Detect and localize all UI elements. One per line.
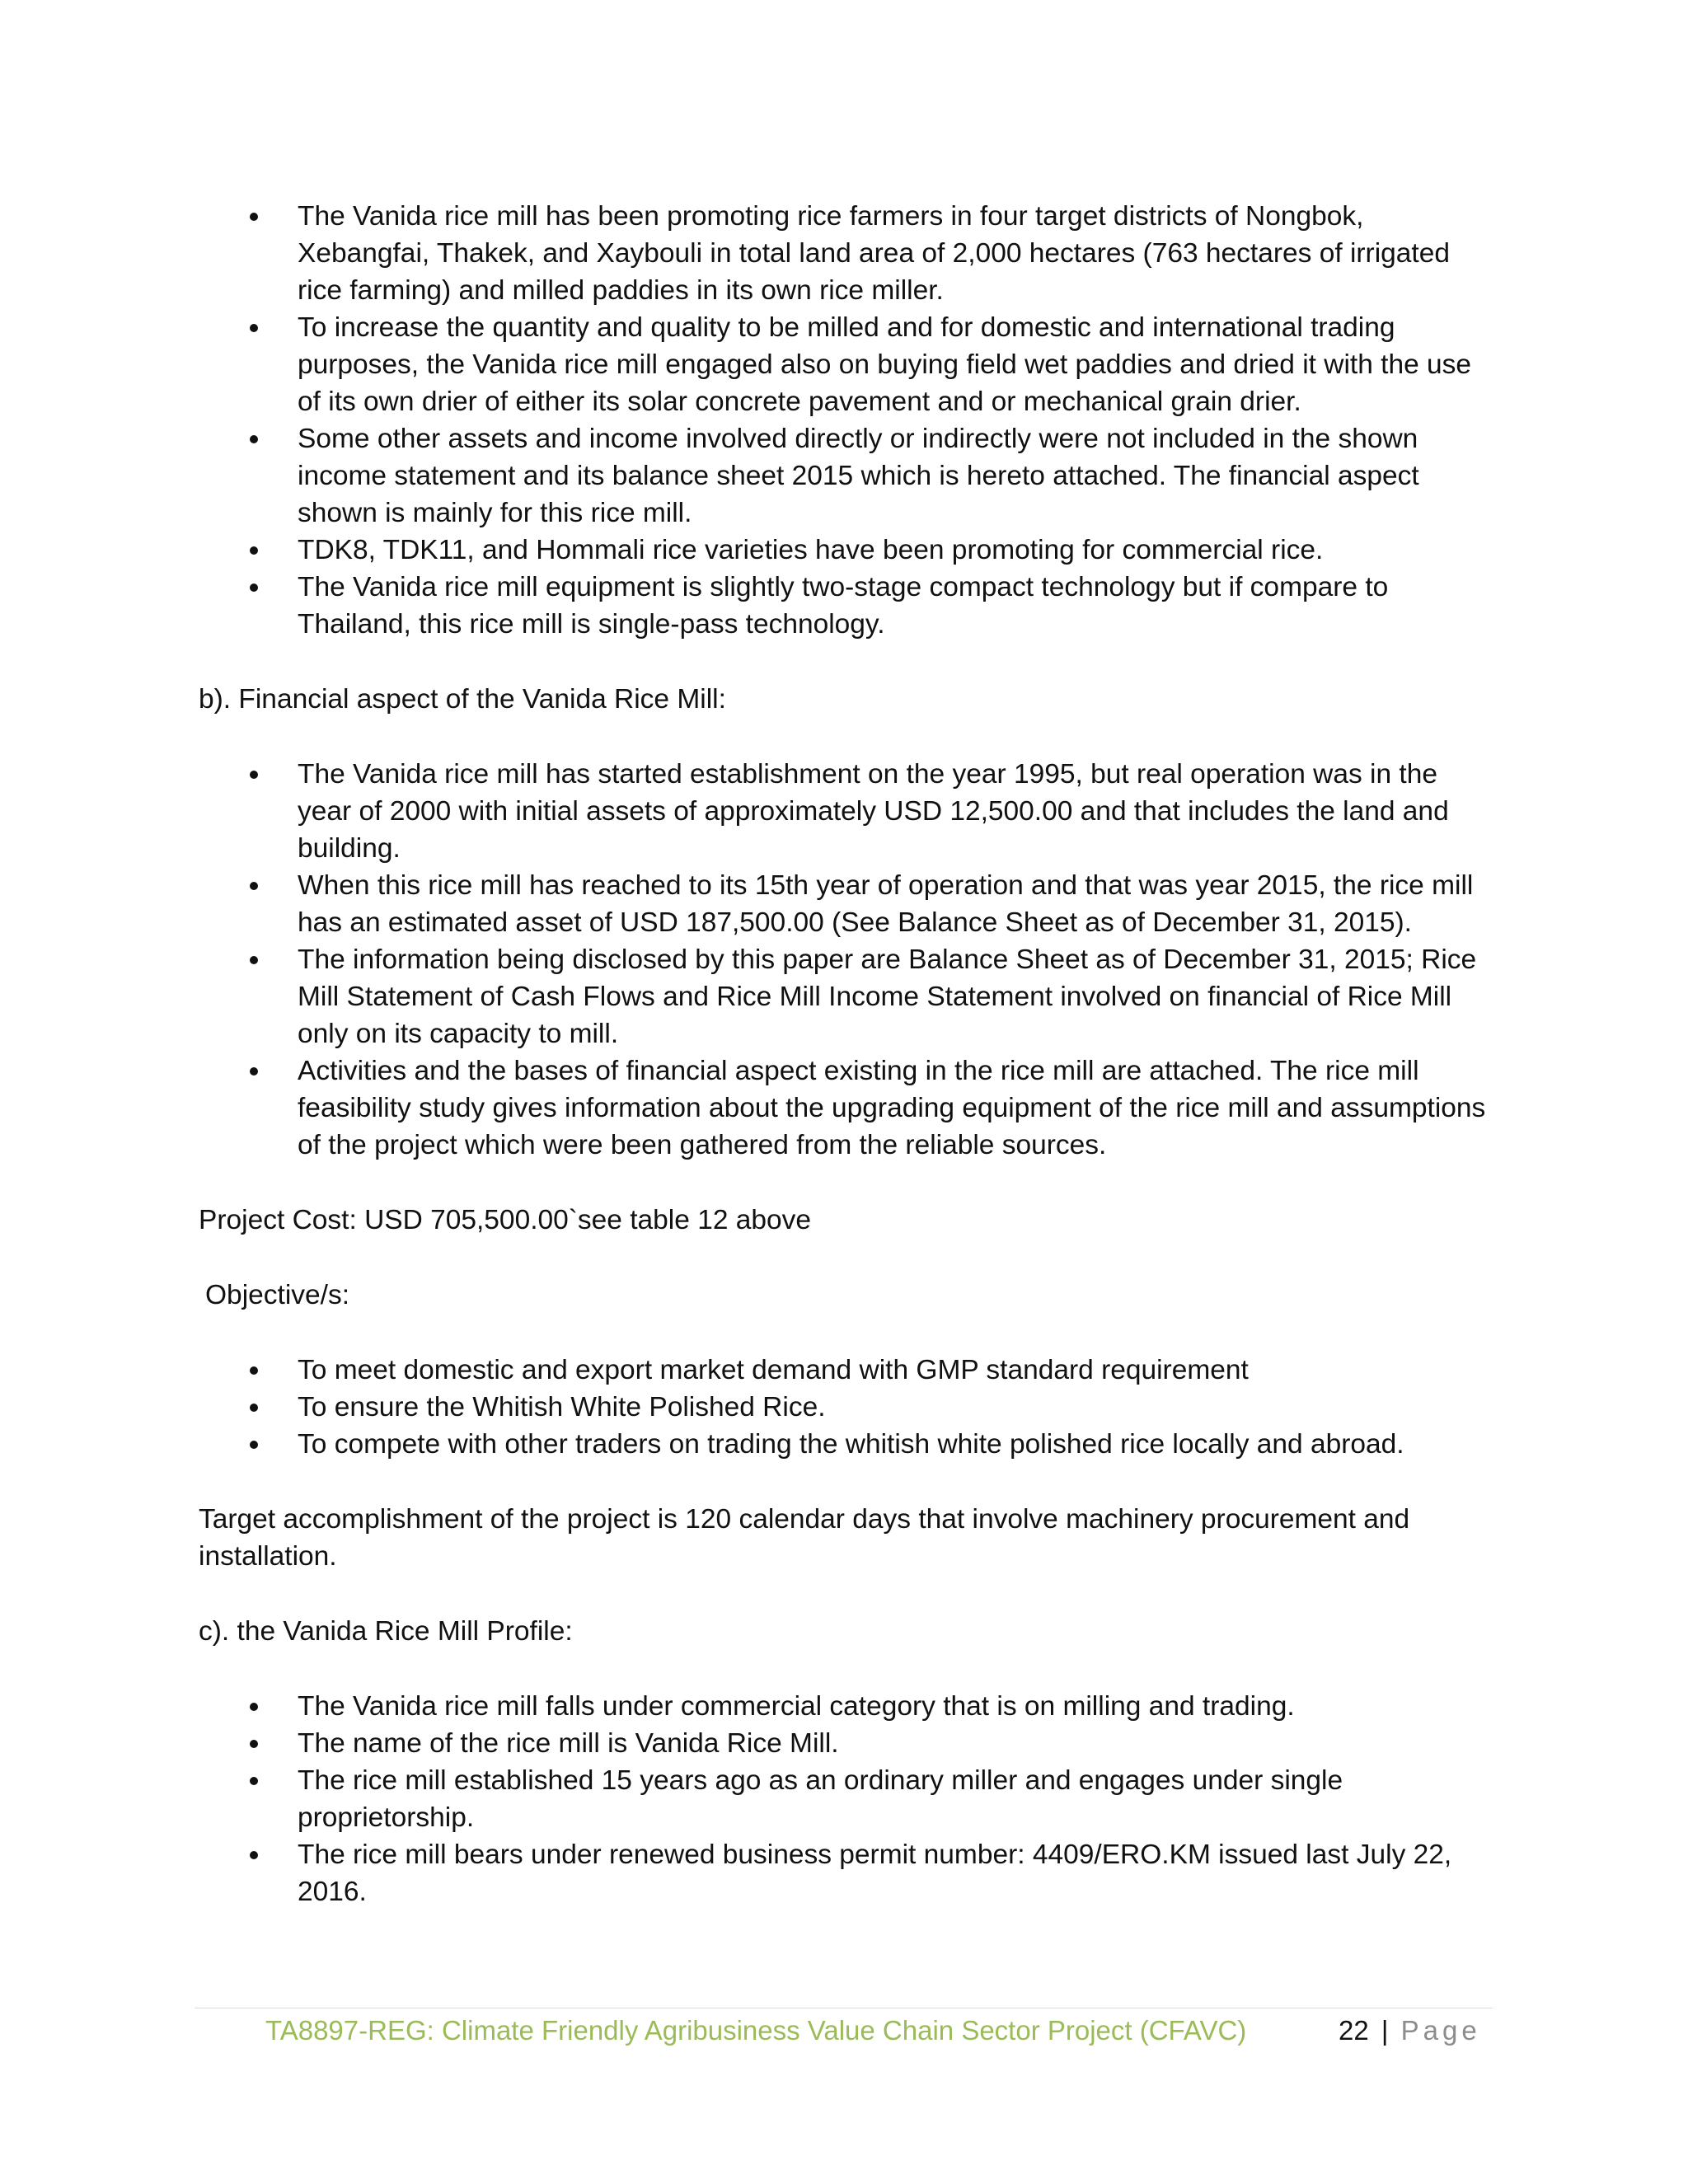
objectives-heading: Objective/s:: [205, 1280, 350, 1310]
page-number: 22: [1339, 2015, 1369, 2046]
list-item: The rice mill established 15 years ago as an ordinary miller and engages under single proprietorship.: [199, 1762, 1497, 1836]
project-cost: Project Cost: USD 705,500.00`see table 12 above: [199, 1205, 812, 1235]
target-accomplishment: Target accomplishment of the project is 120 calendar days that involve machinery procurement and installation.: [199, 1504, 1410, 1572]
footer-separator: |: [1381, 2015, 1389, 2046]
list-item: The Vanida rice mill falls under commercial category that is on milling and trading.: [199, 1688, 1497, 1725]
list-item: To ensure the Whitish White Polished Rice.: [199, 1389, 1497, 1426]
list-item: The Vanida rice mill equipment is slightly two-stage compact technology but if compare to Thailand, this rice mill is single-pass technology.: [199, 569, 1497, 643]
list-item: Activities and the bases of financial aspect existing in the rice mill are attached. The rice mill feasibility study gives information about the upgrading equipment of the rice mill and assumptions of the project which were been gathered from the reliable sources.: [199, 1052, 1497, 1164]
list-item: To compete with other traders on trading the whitish white polished rice locally and abroad.: [199, 1426, 1497, 1463]
section-a-list: [199, 198, 1497, 643]
objectives-list: [199, 1352, 1497, 1463]
section-c-list: [199, 1688, 1497, 1910]
page-body: [199, 198, 1497, 1910]
section-c-heading: c). the Vanida Rice Mill Profile:: [199, 1616, 573, 1647]
list-item: Some other assets and income involved directly or indirectly were not included in the shown income statement and its balance sheet 2015 which is hereto attached. The financial aspect shown is mainly for this rice mill.: [199, 420, 1497, 532]
list-item: TDK8, TDK11, and Hommali rice varieties have been promoting for commercial rice.: [199, 532, 1497, 569]
list-item: To increase the quantity and quality to be milled and for domestic and international trading purposes, the Vanida rice mill engaged also on buying field wet paddies and dried it with the use of its own drier of either its solar concrete pavement and or mechanical grain drier.: [199, 309, 1497, 420]
footer-project-title: TA8897-REG: Climate Friendly Agribusiness Value Chain Sector Project (CFAVC): [265, 2015, 1247, 2046]
footer-page-indicator: [1339, 2013, 1481, 2049]
list-item: The rice mill bears under renewed business permit number: 4409/ERO.KM issued last July 22, 2016.: [199, 1836, 1497, 1910]
list-item: The Vanida rice mill has started establishment on the year 1995, but real operation was in the year of 2000 with initial assets of approximately USD 12,500.00 and that includes the land and building.: [199, 756, 1497, 867]
list-item: To meet domestic and export market demand with GMP standard requirement: [199, 1352, 1497, 1389]
list-item: The Vanida rice mill has been promoting rice farmers in four target districts of Nongbok, Xebangfai, Thakek, and Xaybouli in total land area of 2,000 hectares (763 hectares of irrigated rice farming) and milled paddies in its own rice miller.: [199, 198, 1497, 309]
list-item: The information being disclosed by this paper are Balance Sheet as of December 31, 2015; Rice Mill Statement of Cash Flows and Rice Mill Income Statement involved on financial of Rice Mill only on its capacity to mill.: [199, 941, 1497, 1052]
section-b-list: [199, 756, 1497, 1164]
section-b-heading: b). Financial aspect of the Vanida Rice Mill:: [199, 684, 726, 715]
list-item: When this rice mill has reached to its 15th year of operation and that was year 2015, the rice mill has an estimated asset of USD 187,500.00 (See Balance Sheet as of December 31, 2015).: [199, 867, 1497, 941]
list-item: The name of the rice mill is Vanida Rice Mill.: [199, 1725, 1497, 1762]
page-label: Page: [1400, 2015, 1481, 2046]
